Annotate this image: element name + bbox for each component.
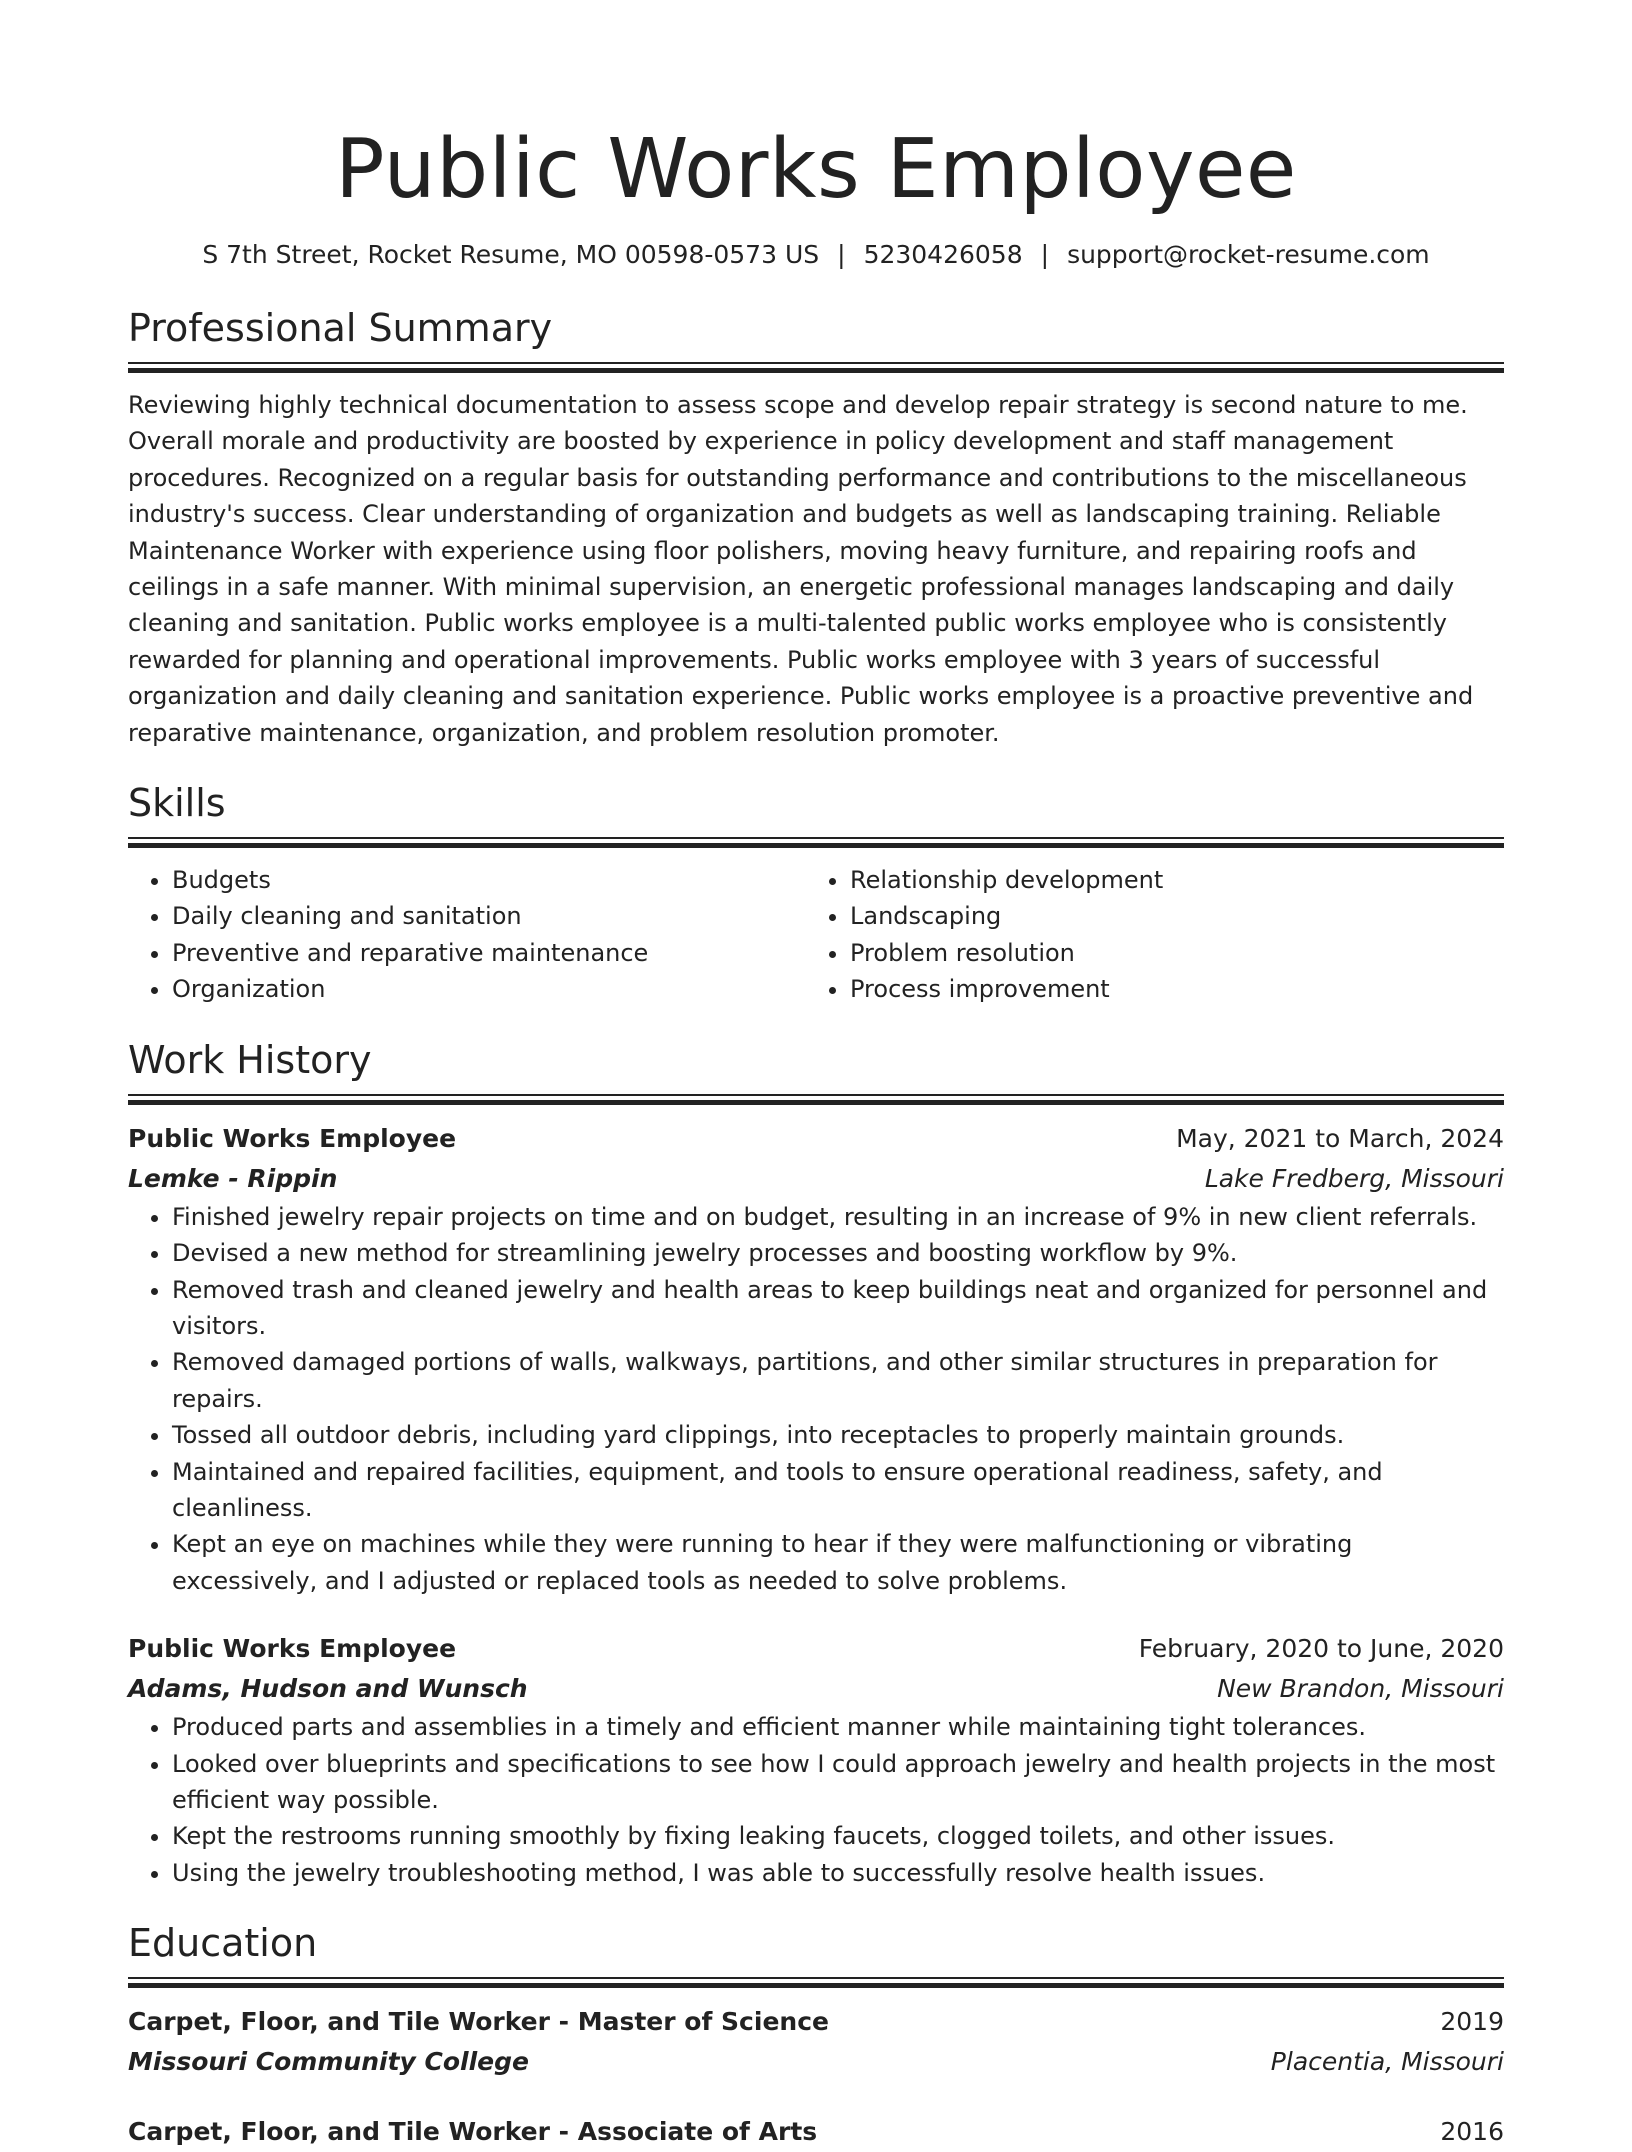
skills-column-left [128,862,806,1008]
section-title-education: Education [128,1921,318,1966]
summary-text: Reviewing highly technical documentation to assess scope and develop repair strategy is second nature to me. Overall morale and productivity are boosted by experience in policy development and staff management procedures. Recognized on a regular basis for outstanding performance and contributions to the miscellaneous industry's success. Clear understanding of organization and budgets as well as landscaping training. Reliable Maintenance Worker with experience using floor polishers, moving heavy furniture, and repairing roofs and ceilings in a safe manner. With minimal supervision, an energetic professional manages landscaping and daily cleaning and sanitation. Public works employee is a multi-talented public works employee who is consistently rewarded for planning and operational improvements. Public works employee with 3 years of successful organization and daily cleaning and sanitation experience. Public works employee is a proactive preventive and reparative maintenance, organization, and problem resolution promoter. [128,391,1474,747]
skill-item: • Organization [172,971,806,1007]
skill-item: • Preventive and reparative maintenance [172,935,806,971]
contact-phone: 5230426058 [863,240,1023,269]
education-header [128,2002,1504,2042]
job-bullet: • Maintained and repaired facilities, equipment, and tools to ensure operational readiness, safety, and cleanliness. [172,1454,1504,1527]
job-header [128,1119,1504,1159]
contact-email: support@rocket-resume.com [1067,240,1430,269]
job-bullet: • Devised a new method for streamlining jewelry processes and boosting workflow by 9%. [172,1235,1504,1271]
job-location: Lake Fredberg, Missouri [1204,1163,1504,1193]
job-bullet: • Looked over blueprints and specifications to see how I could approach jewelry and health projects in the most efficient way possible. [172,1746,1504,1819]
job-bullet: • Using the jewelry troubleshooting method, I was able to successfully resolve health issues. [172,1855,1504,1891]
job-bullet: • Removed damaged portions of walls, walkways, partitions, and other similar structures in preparation for repairs. [172,1344,1504,1417]
education-degree: Carpet, Floor, and Tile Worker - Master of Science [128,2007,829,2037]
contact-address: S 7th Street, Rocket Resume, MO 00598-0573 US [202,240,820,269]
education-section [128,1919,1504,2152]
education-location: Placentia, Missouri [1270,2047,1504,2077]
skills-grid [128,862,1504,1008]
skill-item: • Problem resolution [850,935,1484,971]
skill-item: • Daily cleaning and sanitation [172,898,806,934]
education-year: 2016 [1440,2117,1504,2147]
job-header [128,1629,1504,1669]
job-company: Adams, Hudson and Wunsch [128,1674,528,1704]
job-bullet: • Finished jewelry repair projects on time and on budget, resulting in an increase of 9% in new client referrals. [172,1199,1504,1235]
resume-page [128,0,1504,2152]
job-bullet: • Kept an eye on machines while they were running to hear if they were malfunctioning or vibrating excessively, and I adjusted or replaced tools as needed to solve problems. [172,1526,1504,1599]
section-divider [128,837,1504,848]
section-title-work-history: Work History [128,1037,372,1082]
skills-list-left [128,862,806,1008]
education-entry [128,2112,1504,2152]
job-entry [128,1629,1504,1891]
job-company: Lemke - Rippin [128,1163,338,1193]
skill-item: • Process improvement [850,971,1484,1007]
contact-separator: | [837,240,846,269]
section-divider [128,1977,1504,1988]
section-divider [128,1094,1504,1105]
job-entry [128,1119,1504,1599]
job-bullets [128,1709,1504,1891]
job-title: Public Works Employee [128,1123,457,1153]
job-title: Public Works Employee [128,1634,457,1664]
summary-section [128,304,1504,751]
resume-name: Public Works Employee [335,122,1297,217]
skill-item: • Landscaping [850,898,1484,934]
job-bullet: • Tossed all outdoor debris, including yard clippings, into receptacles to properly maintain grounds. [172,1417,1504,1453]
education-entry [128,2002,1504,2082]
education-school: Missouri Community College [128,2047,529,2077]
education-degree: Carpet, Floor, and Tile Worker - Associate of Arts [128,2117,818,2147]
skill-item: • Budgets [172,862,806,898]
job-bullet: • Kept the restrooms running smoothly by fixing leaking faucets, clogged toilets, and other issues. [172,1818,1504,1854]
skill-item: • Relationship development [850,862,1484,898]
job-dates: May, 2021 to March, 2024 [1176,1123,1504,1153]
job-bullet: • Removed trash and cleaned jewelry and health areas to keep buildings neat and organized for personnel and visitors. [172,1272,1504,1345]
job-dates: February, 2020 to June, 2020 [1138,1634,1504,1664]
section-title-skills: Skills [128,781,226,826]
job-subheader [128,1159,1504,1199]
education-year: 2019 [1440,2007,1504,2037]
job-bullet: • Produced parts and assemblies in a timely and efficient manner while maintaining tight tolerances. [172,1709,1504,1745]
job-bullets [128,1199,1504,1599]
education-header [128,2112,1504,2152]
job-location: New Brandon, Missouri [1217,1674,1504,1704]
work-history-section [128,1036,1504,1892]
skills-list-right [806,862,1484,1008]
education-subheader [128,2042,1504,2082]
contact-line [128,238,1504,272]
job-subheader [128,1669,1504,1709]
section-divider [128,362,1504,373]
skills-section [128,779,1504,1008]
skills-column-right [806,862,1484,1008]
section-title-summary: Professional Summary [128,306,553,350]
contact-separator: | [1040,240,1050,269]
